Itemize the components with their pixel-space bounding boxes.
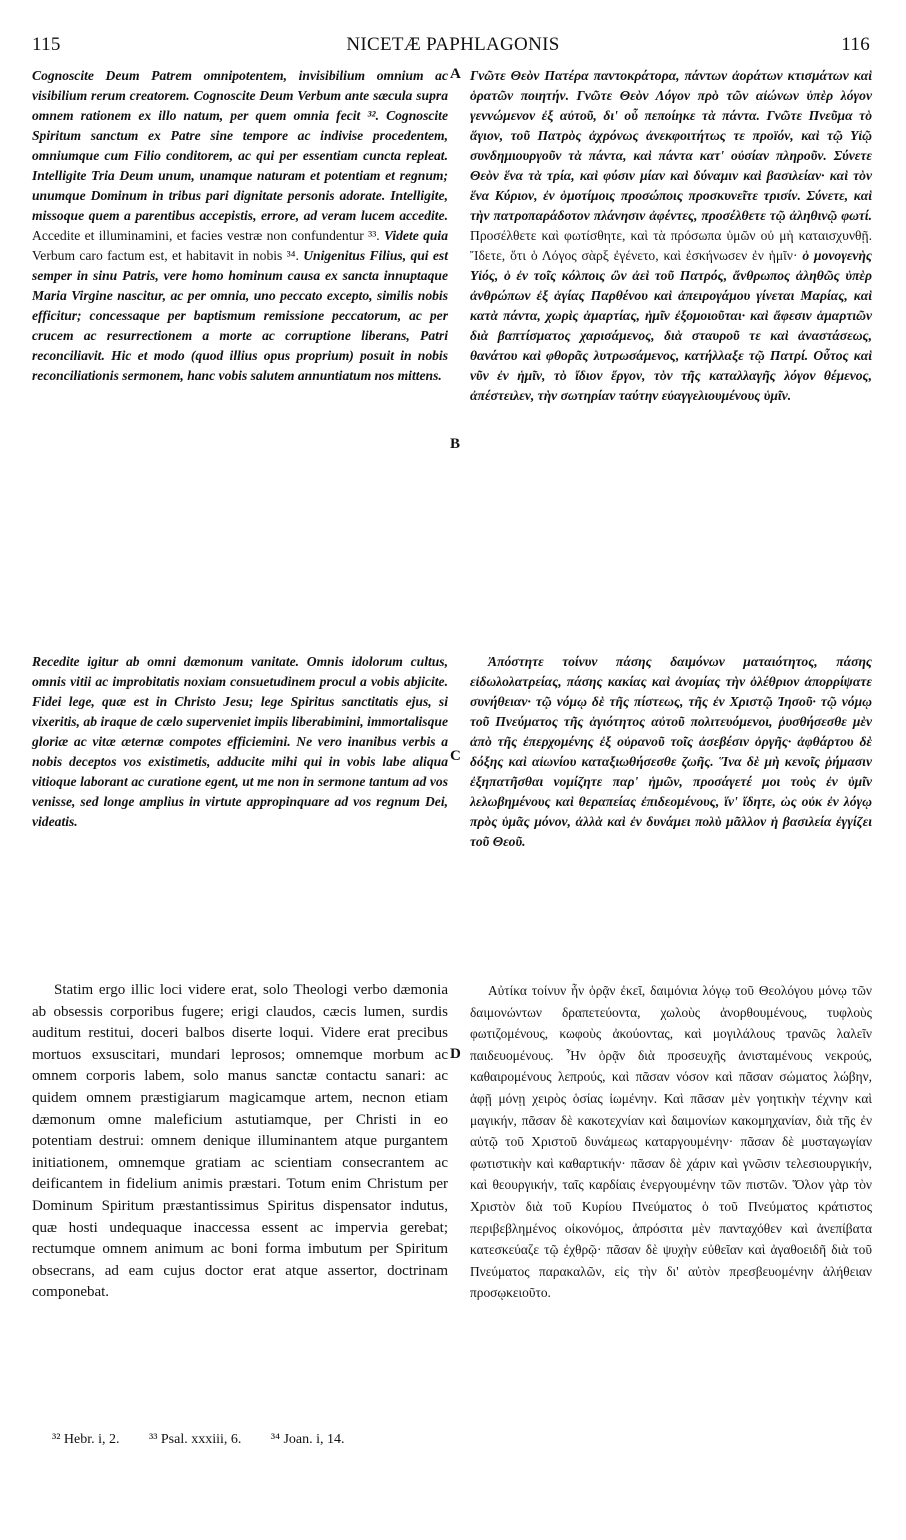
latin-paragraph-2 [32, 652, 448, 952]
margin-letter-c: C [450, 748, 461, 764]
greek-p2-text: Ἀπόστητε τοίνυν πάσης δαιμόνων ματαιότητος, πάσης εἰδωλολατρείας, πάσης κακίας καὶ ἀνομίας τὴν ὀλέθριον ἀπορρίψατε συνήθειαν· τῷ νόμῳ δὲ τῆς πίστεως, τῆς ἐν Χριστῷ Ἰησοῦ· τῷ νόμῳ τοῦ Πνεύματος τῆς ἁγιότητος αὐτοῦ πολιτευόμενοι, ῥυσθήσεσθε μὲν ἀπὸ τῆς ἐπερχομένης ἐξ οὐρανοῦ τοῖς ἀσεβέσιν ὀργῆς· ἀφθάρτου δὲ δόξης καὶ αἰωνίου καταξιωθήσεσθε ζωῆς. Ἵνα δὲ μὴ κενοῖς ῥήμασιν ἐξηπατῆσθαι νομίζητε παρ' ἡμῶν, προσάγετέ μοι τοὺς ἐν ὑμῖν λελωβημένους καὶ θεραπείας ἐπιδεομένους, ἵν' ἴδητε, ὡς οὐκ ἐν λόγῳ πρὸς ὑμᾶς μόνον, ἀλλὰ καὶ ἐν δυνάμει πολὺ μᾶλλον ἡ βασιλεία ἐγγίζει τοῦ Θεοῦ. [470, 654, 872, 849]
margin-letter-a: A [450, 66, 461, 82]
greek-p1-quote: Προσέλθετε καὶ φωτίσθητε, καὶ τὰ πρόσωπα ὑμῶν οὐ μὴ καταισχυνθῇ. [470, 228, 872, 243]
greek-paragraph-1 [470, 66, 872, 406]
greek-p1-rest: ὁ μονογενὴς Υἱός, ὁ ἐν τοῖς κόλποις ὢν ἀεὶ τοῦ Πατρός, ἄνθρωπος ἀληθῶς ὑπὲρ ἀνθρώπων ἐξ ἁγίας Παρθένου καὶ ἀπειρογάμου γίνεται Μαρίας, καὶ κατὰ πάντα, χωρὶς ἁμαρτίας, ἡμῖν ἐξομοιοῦται· καὶ ἄφεσιν ἁμαρτιῶν διὰ βαπτίσματος χαρισάμενος, διὰ σταυροῦ τε καὶ ἀναστάσεως, θανάτου καὶ φθορᾶς λυτρωσάμενος, κατήλλαξε τῷ Πατρί. Οὗτος καὶ νῦν ἐν ἡμῖν, τὸ ἴδιον ἔργον, τὸν τῆς καταλλαγῆς λόγον θέμενος, ἀπέστειλεν, τὴν σωτηρίαν ταύτην εὐαγγελιουμένους ὑμῖν. [470, 248, 872, 403]
latin-paragraph-1 [32, 66, 448, 606]
greek-p1-intro: Γνῶτε Θεὸν Πατέρα παντοκράτορα, πάντων ἀοράτων κτισμάτων καὶ ὁρατῶν ποιητήν. Γνῶτε Θεὸν Λόγον πρὸ τῶν αἰώνων ὑπὲρ λόγον γεννώμενον ἐξ αὐτοῦ, δι' οὗ πεποίηκε τὰ πάντα. Γνῶτε Πνεῦμα τὸ ἅγιον, τοῦ Πατρὸς ἀχρόνως ἀνεκφοιτήτως τε προϊόν, καὶ τῷ Υἱῷ συνδημιουργοῦν τὰ πάντα, καὶ πάντα κατ' οὐσίαν πληροῦν. Σύνετε Θεὸν ἕνα τὰ τρία, καὶ φύσιν μίαν καὶ δύναμιν καὶ βασιλείαν· καὶ τὸν ἕνα Κύριον, ἐν ὁμοτίμοις προσώποις προσκυνεῖτε τρισίν. Σύνετε, καὶ τὴν πατροπαράδοτον πλάνησιν ἀφέντες, προσέλθετε τῷ ἀληθινῷ φωτί. [470, 68, 872, 223]
margin-letter-d: D [450, 1046, 461, 1062]
latin-p2-text: Recedite igitur ab omni dæmonum vanitate. Omnis idolorum cultus, omnis vitii ac improbitatis noxiam consuetudinem procul a vobis abjicite. Fidei lege, quæ est in Christo Jesu; lege Spiritus sanctitatis ejus, si vixeritis, ab iraque de cælo superveniet impiis liberabimini, immortalisque gloriæ ac vitæ æternæ compotes efficiemini. Ne vero inanibus verbis a nobis deceptos vos existimetis, adducite mihi qui in vobis labe aliqua vitioque laborant ac curatione egent, ut me non in sermone tantum ad vos venisse, sed longe amplius in virtute appropinquare ad vos regnum Dei, videatis. [32, 654, 448, 829]
latin-p1-rest: Unigenitus Filius, qui est semper in sinu Patris, vere homo hominum causa ex sancta innuptaque Maria Virgine nascitur, ac per omnia, uno peccato excepto, similis nobis efficitur; concessaque per baptismum remissione peccatorum, ac per crucem ac resurrectionem a morte ac corruptione liberans, Patri reconciliavit. Hic et modo (quod illius opus proprium) posuit in nobis reconciliationis sermonem, hanc vobis salutem annuntiatum nos mittens. [32, 248, 448, 383]
latin-p1-videte: Videte quia [384, 228, 448, 243]
page-number-right: 116 [841, 34, 870, 55]
footnotes [52, 1432, 371, 1448]
latin-p1-quote: Accedite et illuminamini, et facies vestræ non confundentur ³³. [32, 228, 380, 243]
greek-paragraph-3 [470, 980, 872, 1304]
greek-paragraph-2 [470, 652, 872, 852]
footnote-33: ³³ Psal. xxxiii, 6. [149, 1432, 242, 1447]
page-number-left: 115 [32, 34, 61, 55]
running-title: NICETÆ PAPHLAGONIS [346, 34, 560, 55]
greek-p3-text: Αὐτίκα τοίνυν ἦν ὁρᾷν ἐκεῖ, δαιμόνια λόγῳ τοῦ Θεολόγου μόνῳ τῶν δαιμονώντων δραπετεύοντα, χωλοὺς ἀνορθουμένους, τυφλοὺς φωτιζομένους, κωφοὺς ἀκούοντας, καὶ μογιλάλους τρανῶς λαλεῖν παιδευομένους. Ἦν ὁρᾷν διὰ προσευχῆς ἀνισταμένους νεκρούς, καθαιρομένους λεπρούς, καὶ πᾶσαν νόσον καὶ πᾶσαν σώματος λώβην, ἀφῇ μόνῃ χειρὸς ὁσίας ἰωμένην. Καὶ πᾶσαν μὲν γοητικὴν τέχνην καὶ μαγικήν, πᾶσαν δὲ κακοτεχνίαν καὶ δαιμονίων κακομηχανίαν, διὰ τῆς ἐν αὐτῷ τοῦ Χριστοῦ δυνάμεως καταργουμένην· πᾶσαν δὲ μυσταγωγίαν φωτιστικὴν καὶ καθαρτικήν· πᾶσαν δὲ χάριν καὶ γνῶσιν τελεσιουργικήν, καὶ θεουργικήν, ταῖς καρδίαις ἐνεργουμένην τῶν πιστῶν. Ὅλον γὰρ τὸν Χριστὸν διὰ τοῦ Κυρίου Πνεύματος ὁ τοῦ Πνεύματος κράτιστος περιβεβλημένος οἰκονόμος, ἀπρόσιτα μὲν πανταχόθεν καὶ ἀνεπίβατα κατεσκεύαζε τῷ ἐχθρῷ· πᾶσαν δὲ ψυχὴν εὐθεῖαν καὶ ἀγαθοειδῆ διὰ τοῦ Πνεύματος παρακαλῶν, εἰς τὴν δι' αὐτὸν πρεσβευομένην ἀλήθειαν προσῳκειοῦτο. [470, 983, 872, 1301]
footnote-32: ³² Hebr. i, 2. [52, 1432, 120, 1447]
latin-paragraph-3 [32, 980, 448, 1304]
margin-letter-b: B [450, 436, 461, 452]
greek-p1-idete: Ἴδετε, ὅτι ὁ Λόγος σὰρξ ἐγένετο, καὶ ἐσκήνωσεν ἐν ἡμῖν· [470, 248, 798, 263]
latin-p1-verbum: Verbum caro factum est, et habitavit in nobis ³⁴. [32, 248, 299, 263]
latin-p3-text: Statim ergo illic loci videre erat, solo Theologi verbo dæmonia ab obsessis corporibus fugere; erigi claudos, cæcis lumen, surdis auditum restitui, doceri balbos diserte loqui. Videre erat precibus mortuos exsuscitari, mundari leprosos; omnemque morbum ac omnem corporis labem, solo manus sanctæ contactu sanari: ac quidem omnem præstigiarum magicamque artem, necnon etiam dæmonum omne maleficium astutiamque, per Christi in eo potentiam destrui: omnem denique illuminantem atque purgantem initiationem, omnemque gratiam ac scientiam consecrantem ac deificantem in fidelium animis præstari. Totum enim Christum per Dominum Spiritum præstantissimus Spiritus dispensator indutus, quæ hosti undequaque inaccessa essent ac impervia gerebat; rectumque omnem animum ac boni forma imbutum per Spiritum obsecrans, ad eam cujus doctor erat atque assertor, doctrinam componebat. [32, 982, 448, 1301]
latin-p1-intro: Cognoscite Deum Patrem omnipotentem, invisibilium omnium ac visibilium rerum creatorem. Cognoscite Deum Verbum ante sæcula supra omnem rationem ex illo natum, per quem omnia fecit ³². Cognoscite Spiritum sanctum ex Patre sine tempore ac indivise procedentem, omniumque cum Filio conditorem, ac qui per essentiam cuncta repleat. Intelligite Tria Deum unum, unamque naturam et potentiam et regnum; unumque Dominum in tribus pari dignitate personis adorate. Intelligite, missoque quem a parentibus accepistis, errore, ad veram lucem accedite. [32, 68, 448, 223]
footnote-34: ³⁴ Joan. i, 14. [270, 1432, 345, 1447]
